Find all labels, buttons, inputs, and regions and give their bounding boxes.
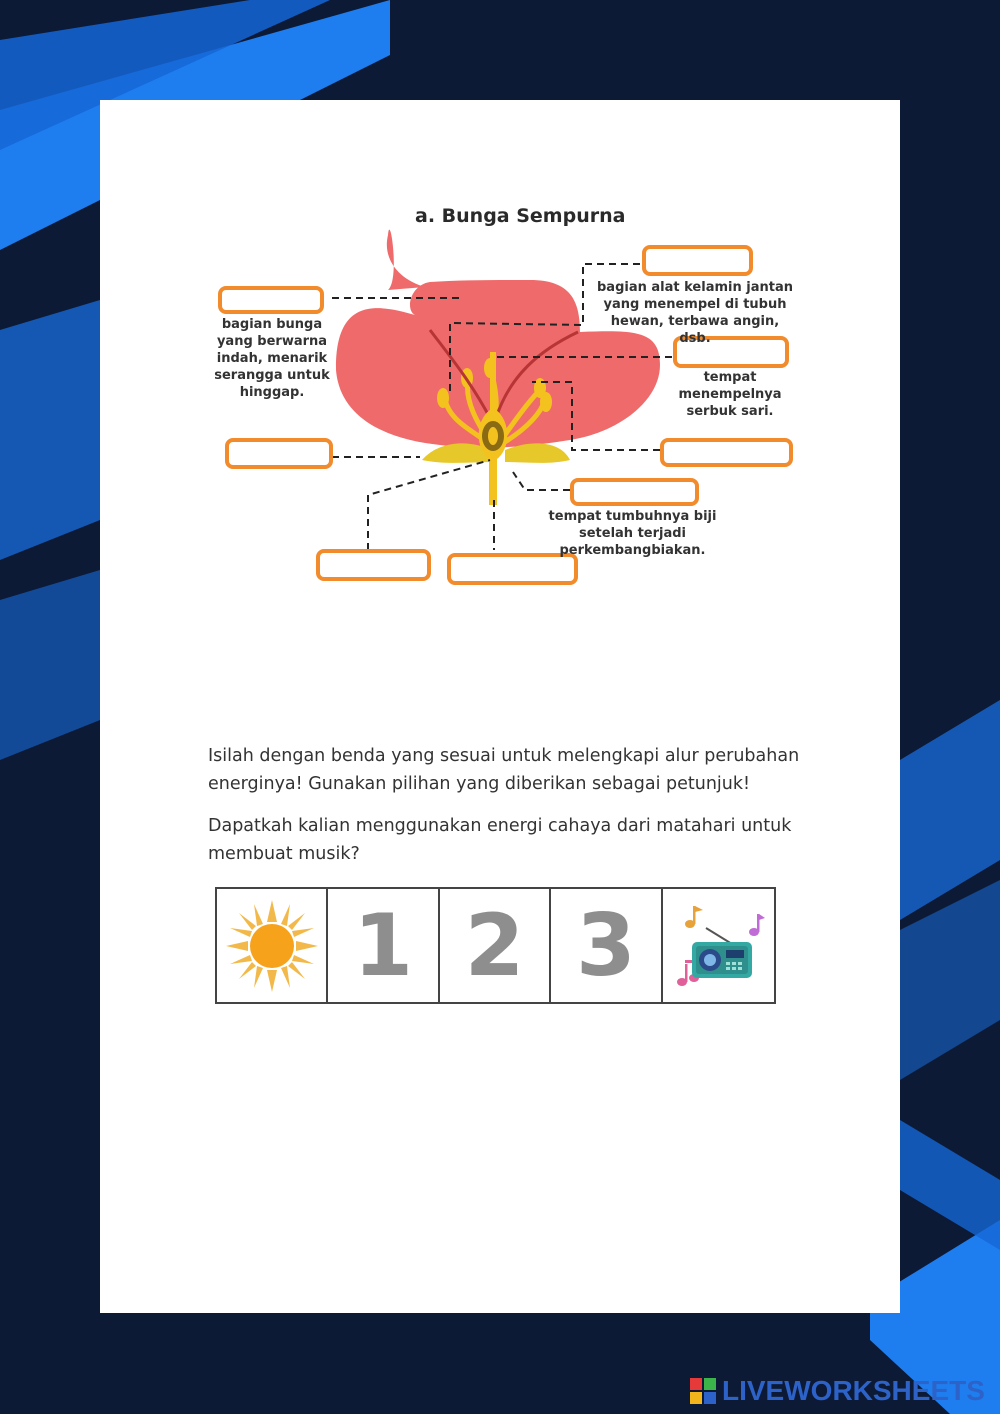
sequence-cell-1[interactable] [328, 889, 439, 1002]
sequence-cell-radio [663, 889, 774, 1002]
music-note-icon [685, 906, 703, 928]
sequence-number-1: 1 [353, 895, 414, 996]
liveworksheets-logo-icon [690, 1378, 716, 1404]
liveworksheets-brand-text: LIVEWORKSHEETS [722, 1375, 985, 1406]
answer-box-pollen[interactable] [642, 245, 753, 276]
sequence-cell-sun [217, 889, 328, 1002]
label-stigma: tempat menempelnya serbuk sari. [678, 370, 782, 419]
sun-icon [224, 898, 320, 994]
sequence-cell-2[interactable] [440, 889, 551, 1002]
radio-icon [668, 898, 768, 994]
label-ovary: tempat tumbuhnya biji setelah terjadi perkembangbiakan. [548, 509, 717, 558]
worksheet-page [100, 100, 900, 1313]
answer-box-stamen[interactable] [660, 438, 793, 467]
flower-petals [387, 230, 425, 290]
answer-box-petal[interactable] [218, 286, 324, 314]
answer-box-ovary[interactable] [570, 478, 699, 506]
instruction-paragraph-1: Isilah dengan benda yang sesuai untuk melengkapi alur perubahan energinya! Gunakan pilihan yang diberikan sebagai petunjuk! [208, 746, 800, 794]
energy-sequence [215, 887, 776, 1004]
label-pollen: bagian alat kelamin jantan yang menempel di tubuh hewan, terbawa angin, dsb. [597, 280, 793, 346]
answer-box-receptacle[interactable] [316, 549, 431, 581]
stem [489, 455, 497, 505]
liveworksheets-logo [690, 1375, 985, 1407]
sequence-number-3: 3 [576, 895, 636, 996]
sequence-cell-3[interactable] [551, 889, 662, 1002]
instruction-paragraph-2: Dapatkah kalian menggunakan energi cahaya dari matahari untuk membuat musik? [208, 816, 792, 864]
sequence-number-2: 2 [464, 895, 525, 996]
label-petal: bagian bunga yang berwarna indah, menarik serangga untuk hinggap. [214, 317, 330, 400]
answer-box-sepal[interactable] [225, 438, 333, 469]
worksheet-title: a. Bunga Sempurna [415, 205, 626, 227]
